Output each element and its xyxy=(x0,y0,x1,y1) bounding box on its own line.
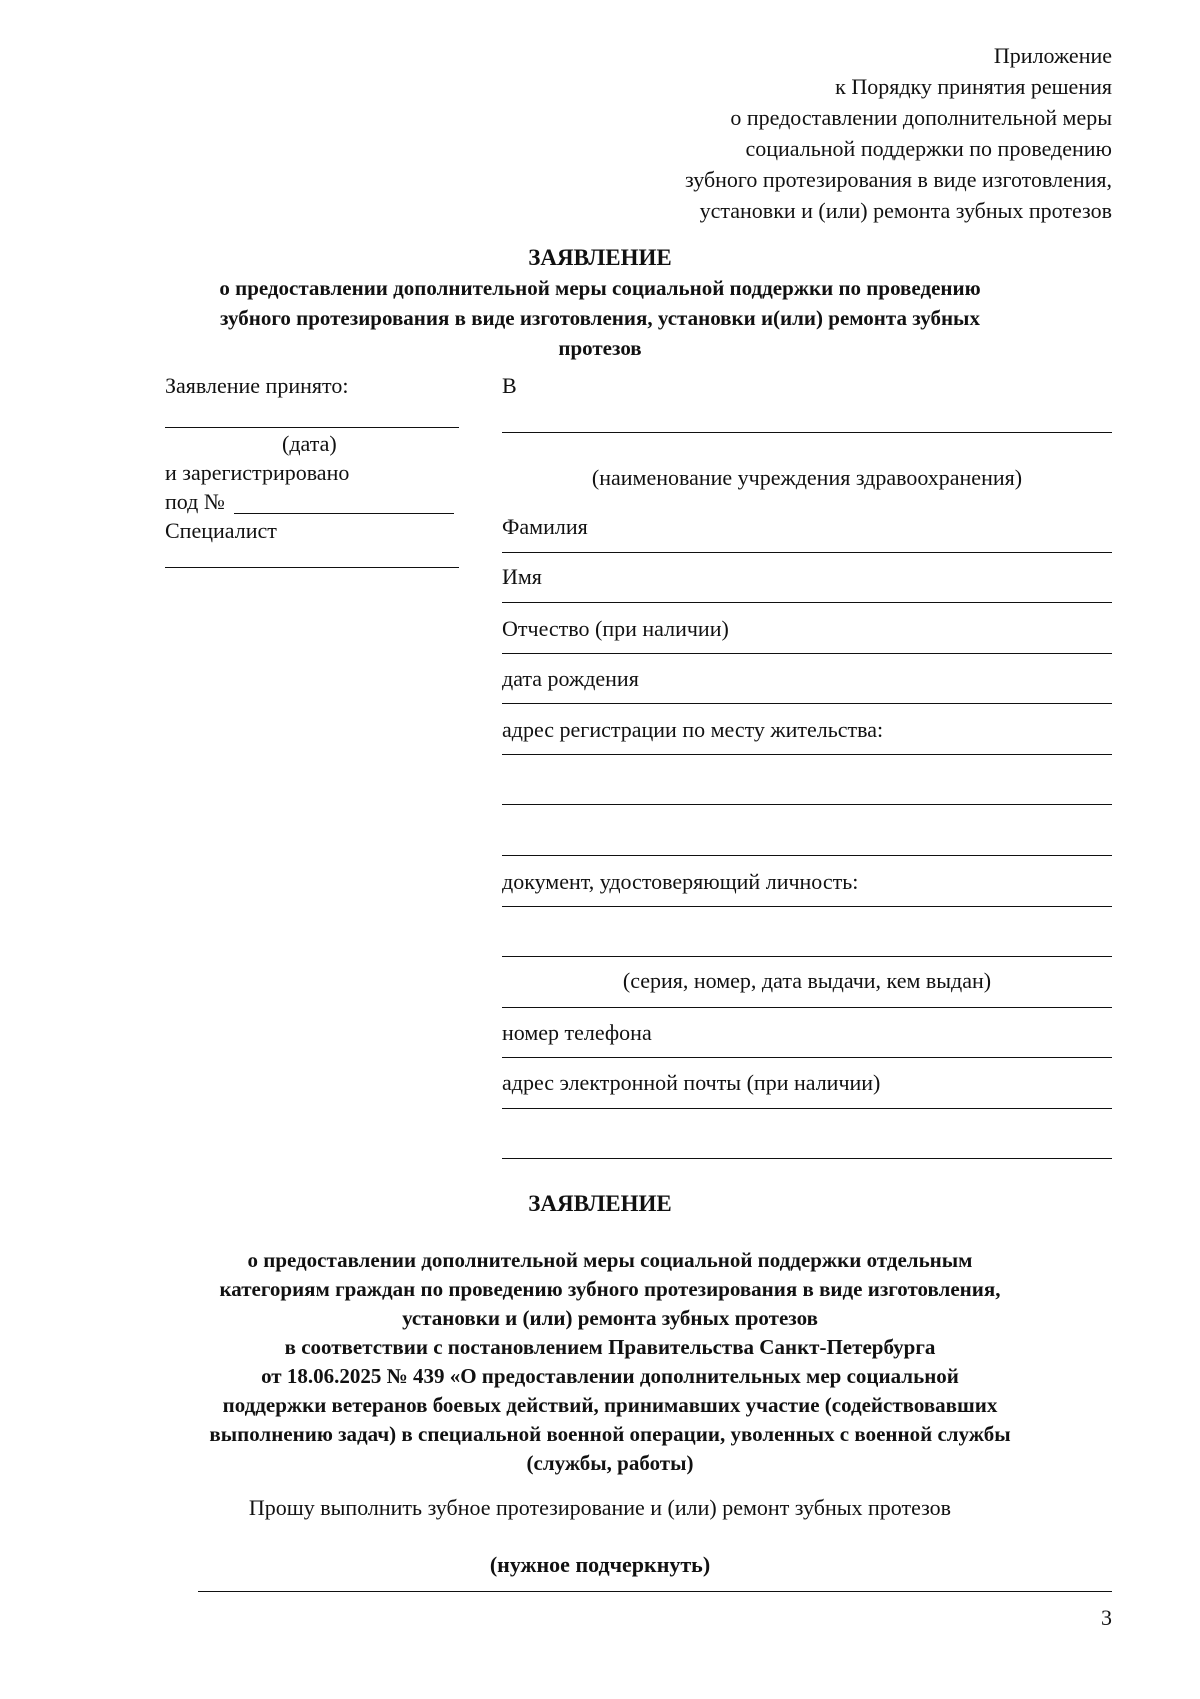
statement-line: категориям граждан по проведению зубного протезирования в виде изготовления, xyxy=(219,1277,1001,1301)
id-document-caption: (серия, номер, дата выдачи, кем выдан) xyxy=(622,968,992,993)
patronymic-label: Отчество (при наличии) xyxy=(502,616,729,641)
appendix-line: зубного протезирования в виде изготовления, xyxy=(685,167,1112,192)
underline-note: (нужное подчеркнуть) xyxy=(489,1552,711,1577)
appendix-line: к Порядку принятия решения xyxy=(835,74,1112,99)
institution-caption: (наименование учреждения здравоохранения) xyxy=(591,465,1023,490)
address-line[interactable] xyxy=(502,804,1112,805)
email-label: адрес электронной почты (при наличии) xyxy=(502,1070,881,1095)
date-line[interactable] xyxy=(165,427,459,428)
phone-label: номер телефона xyxy=(502,1020,652,1045)
birthdate-line[interactable] xyxy=(502,703,1112,704)
statement-line: о предоставлении дополнительной меры социальной поддержки отдельным xyxy=(247,1248,973,1272)
id-document-caption-line xyxy=(502,1007,1112,1008)
registered-label: и зарегистрировано xyxy=(165,460,350,485)
specialist-label: Специалист xyxy=(165,518,277,543)
statement-line: (службы, работы) xyxy=(526,1451,694,1475)
subtitle-line: о предоставлении дополнительной меры социальной поддержки по проведению xyxy=(219,276,981,300)
appendix-line: о предоставлении дополнительной меры xyxy=(730,105,1112,130)
statement-body xyxy=(110,1246,1110,1478)
statement-line: поддержки ветеранов боевых действий, принимавших участие (содействовавших xyxy=(222,1393,998,1417)
address-line[interactable] xyxy=(502,754,1112,755)
footer-divider xyxy=(198,1591,1112,1592)
id-document-line[interactable] xyxy=(502,906,1112,907)
page-number: 3 xyxy=(1101,1605,1112,1630)
subtitle-line: протезов xyxy=(558,336,642,360)
appendix-line: социальной поддержки по проведению xyxy=(745,136,1112,161)
name-line[interactable] xyxy=(502,602,1112,603)
application-title: ЗАЯВЛЕНИЕ xyxy=(528,245,672,270)
specialist-line[interactable] xyxy=(165,567,459,568)
accepted-label: Заявление принято: xyxy=(165,373,349,398)
subtitle-line: зубного протезирования в виде изготовления, установки и(или) ремонта зубных xyxy=(220,306,980,330)
to-label: В xyxy=(502,373,517,398)
number-label: под № xyxy=(165,489,225,514)
name-label: Имя xyxy=(502,564,542,589)
address-line[interactable] xyxy=(502,855,1112,856)
surname-label: Фамилия xyxy=(502,514,588,539)
email-line[interactable] xyxy=(502,1158,1112,1159)
institution-line[interactable] xyxy=(502,432,1112,433)
appendix-block xyxy=(552,40,1112,226)
birthdate-label: дата рождения xyxy=(502,666,639,691)
address-label: адрес регистрации по месту жительства: xyxy=(502,717,884,742)
appendix-line: установки и (или) ремонта зубных протезов xyxy=(699,198,1112,223)
statement-line: выполнению задач) в специальной военной операции, уволенных с военной службы xyxy=(209,1422,1011,1446)
statement-title: ЗАЯВЛЕНИЕ xyxy=(528,1191,672,1216)
email-line[interactable] xyxy=(502,1108,1112,1109)
statement-line: в соответствии с постановлением Правительства Санкт-Петербурга xyxy=(284,1335,936,1359)
statement-line: от 18.06.2025 № 439 «О предоставлении дополнительных мер социальной xyxy=(261,1364,959,1388)
appendix-line: Приложение xyxy=(993,43,1112,68)
id-document-label: документ, удостоверяющий личность: xyxy=(502,869,859,894)
surname-line[interactable] xyxy=(502,552,1112,553)
id-document-line[interactable] xyxy=(502,956,1112,957)
registration-number-line[interactable] xyxy=(234,513,454,514)
statement-line: установки и (или) ремонта зубных протезов xyxy=(402,1306,818,1330)
application-subtitle xyxy=(120,273,1080,363)
phone-line[interactable] xyxy=(502,1057,1112,1058)
date-caption: (дата) xyxy=(282,431,337,456)
request-text: Прошу выполнить зубное протезирование и (или) ремонт зубных протезов xyxy=(248,1495,952,1520)
patronymic-line[interactable] xyxy=(502,653,1112,654)
